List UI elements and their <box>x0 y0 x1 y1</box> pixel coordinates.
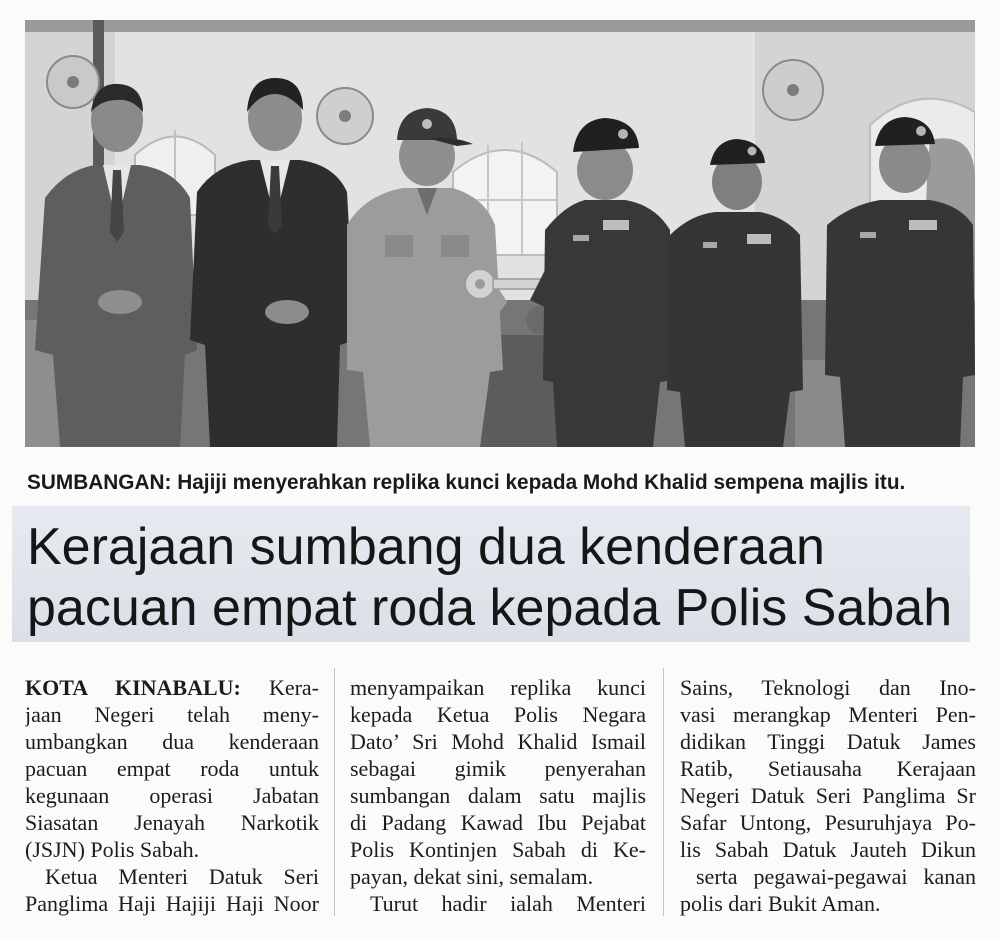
article-line-text: Kera- <box>268 675 319 700</box>
caption-text: Hajiji menyerahkan replika kunci kepada Mohd Khalid sempena majlis itu. <box>177 471 906 494</box>
article-line: vasi merangkap Menteri Pen- <box>680 702 976 727</box>
article-line: jaan Negeri telah meny- <box>25 702 319 727</box>
article-line: kepada Ketua Polis Negara <box>350 702 646 727</box>
news-photo <box>25 20 975 447</box>
article-line: umbangkan dua kenderaan <box>25 729 319 754</box>
article-line: kegunaan operasi Jabatan <box>25 783 319 808</box>
article-line: serta pegawai-pegawai kanan <box>696 864 976 889</box>
article-line: didikan Tinggi Datuk James <box>680 729 976 754</box>
article-line: sumbangan dalam satu majlis <box>350 783 646 808</box>
article-line: Turut hadir ialah Menteri <box>370 891 646 916</box>
column-rule <box>663 668 664 916</box>
article-line: Safar Untong, Pesuruhjaya Po- <box>680 810 976 835</box>
article-line: Polis Kontinjen Sabah di Ke- <box>350 837 646 862</box>
article-line: di Padang Kawad Ibu Pejabat <box>350 810 646 835</box>
headline <box>27 517 952 639</box>
article-line <box>25 674 319 701</box>
article-line: Ratib, Setiausaha Kerajaan <box>680 756 976 781</box>
article-line: Negeri Datuk Seri Panglima Sr <box>680 783 976 808</box>
article-line: Ketua Menteri Datuk Seri <box>45 864 319 889</box>
article-line: (JSJN) Polis Sabah. <box>25 837 200 862</box>
column-rule <box>334 668 335 916</box>
article-column-1 <box>25 674 319 917</box>
article-line: pacuan empat roda untuk <box>25 756 319 781</box>
article-line: payan, dekat sini, semalam. <box>350 864 594 889</box>
article-line: Siasatan Jenayah Narkotik <box>25 810 319 835</box>
article-line: polis dari Bukit Aman. <box>680 891 881 916</box>
headline-line-2: pacuan empat roda kepada Polis Sabah <box>27 579 953 637</box>
caption-label: SUMBANGAN: <box>27 471 172 494</box>
photo-caption <box>27 470 987 496</box>
headline-line-1: Kerajaan sumbang dua kenderaan <box>27 518 825 576</box>
dateline: KOTA KINABALU: <box>25 675 241 700</box>
article-column-2 <box>350 674 646 917</box>
article-line: Dato’ Sri Mohd Khalid Ismail <box>350 729 646 754</box>
article-line: Panglima Haji Hajiji Haji Noor <box>25 891 319 916</box>
article-line: menyampaikan replika kunci <box>350 675 646 700</box>
article-line: Sains, Teknologi dan Ino- <box>680 675 976 700</box>
article-line: lis Sabah Datuk Jauteh Dikun <box>680 837 976 862</box>
headline-box <box>12 506 970 642</box>
article-column-3 <box>680 674 976 917</box>
article-line: sebagai gimik penyerahan <box>350 756 646 781</box>
